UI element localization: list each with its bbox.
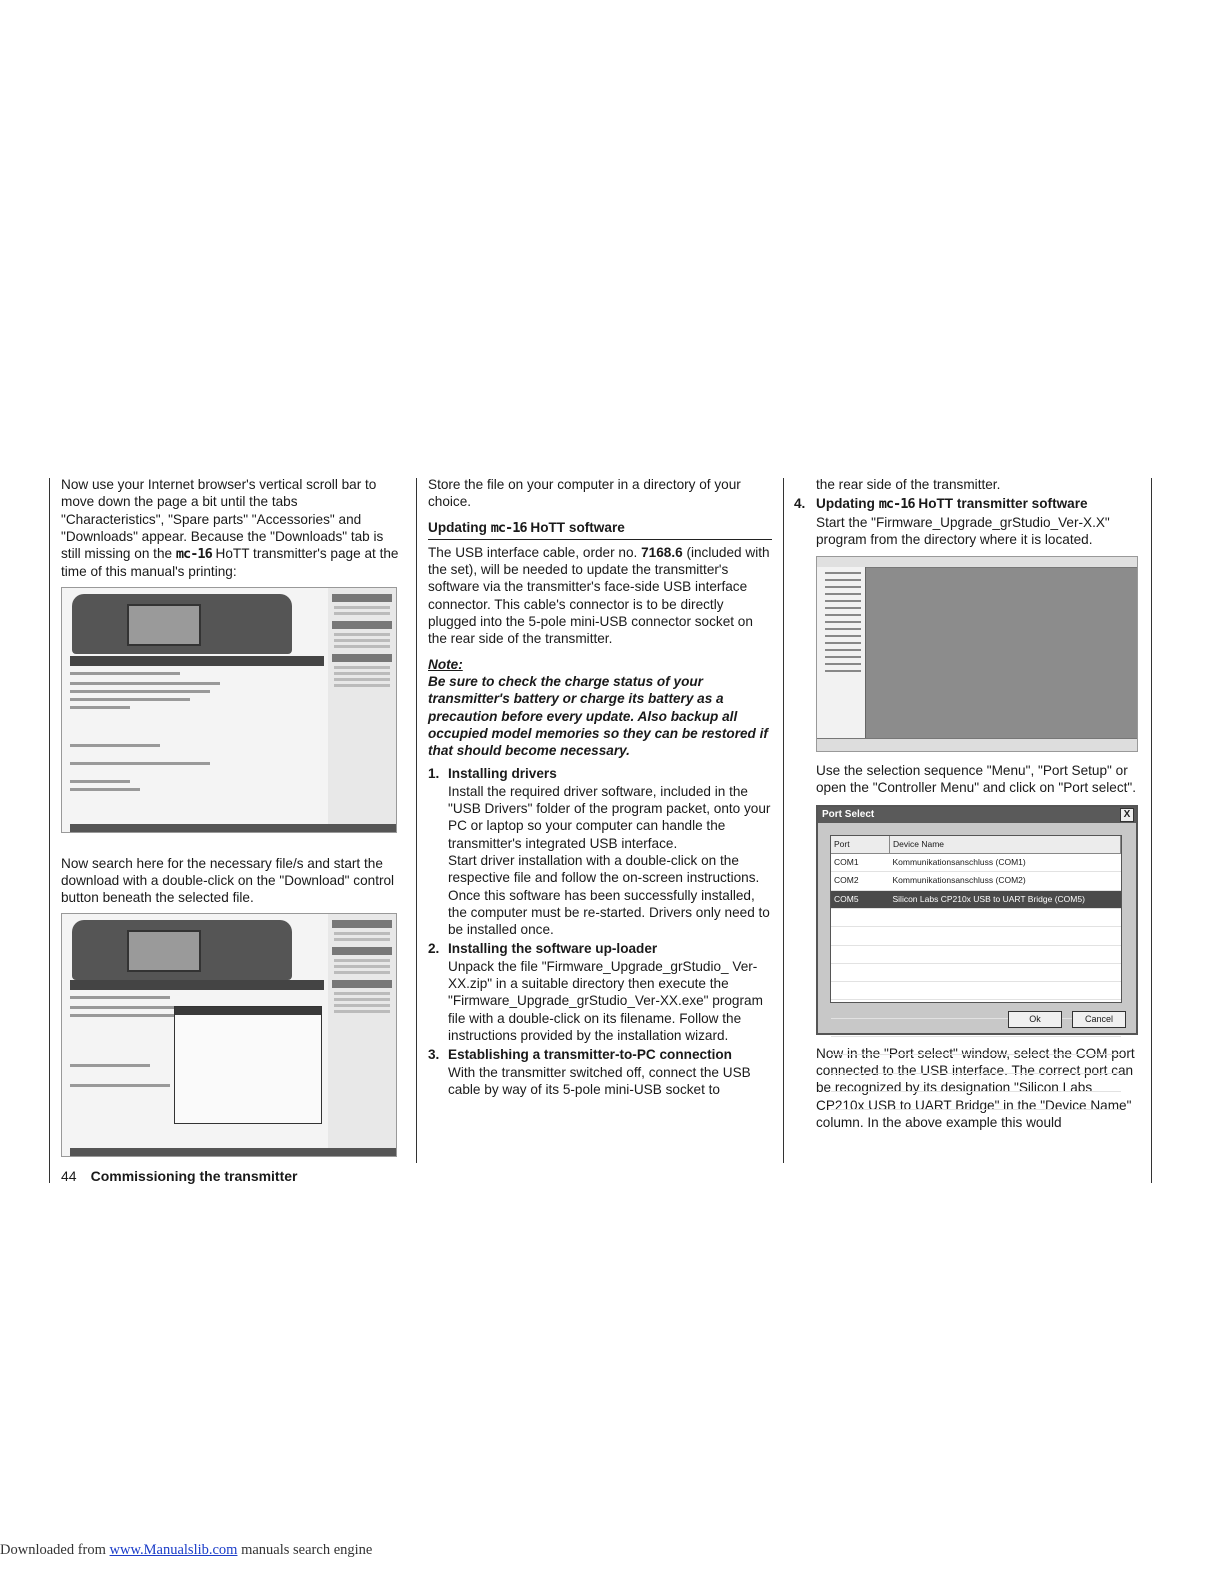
step-1: 1. Installing drivers Install the required driver software, included in the "USB Drivers" folder of the program packet, onto your PC or laptop so your computer can handle the transmitter's integrated USB interface. Start driver installation with a double-click on the respective file and follow the on-screen instructions. Once this software has been successfully installed, the computer must be re-started. Drivers only need to be installed once. bbox=[428, 766, 771, 938]
column-rule-right bbox=[1151, 478, 1152, 1183]
port-list bbox=[830, 835, 1122, 1003]
column-rule-2 bbox=[783, 478, 784, 1163]
step-3: 3. Establishing a transmitter-to-PC connection With the transmitter switched off, connect the USB cable by way of its 5-pole mini-USB socket to bbox=[428, 1047, 751, 1097]
manualslib-link[interactable]: www.Manualslib.com bbox=[109, 1542, 238, 1558]
page-number: 44 bbox=[61, 1168, 77, 1184]
close-icon[interactable]: X bbox=[1120, 808, 1134, 822]
port-row[interactable]: COM1 Kommunikationsanschluss (COM1) bbox=[831, 854, 1121, 872]
page-footer bbox=[61, 1168, 298, 1184]
column-rule-1 bbox=[416, 478, 417, 1163]
cancel-button[interactable]: Cancel bbox=[1072, 1011, 1126, 1028]
store-paragraph: Store the file on your computer in a directory of your choice. bbox=[428, 477, 741, 510]
note-body: Be sure to check the charge status of your transmitter's battery or charge its battery as a precaution before every update. Also backup all occupied model memories so they can be restored if that should become necessary. bbox=[428, 673, 768, 759]
device-column-header: Device Name bbox=[890, 836, 1121, 854]
step-4: 4. Updating mc-16 HoTT transmitter software Start the "Firmware_Upgrade_grStudio_Ver-X.X" program from the directory where it is located. bbox=[794, 496, 1110, 547]
port-column-header: Port bbox=[831, 836, 890, 854]
step-2: 2. Installing the software up-loader Unpack the file "Firmware_Upgrade_grStudio_ Ver-XX.zip" in a suitable directory then execute the "Firmware_Upgrade_grStudio_Ver-XX.exe" program file with a double-click on its filename. Follow the instructions provided by the installation wizard. bbox=[428, 941, 763, 1043]
column-rule-left bbox=[49, 478, 50, 1183]
website-screenshot-1 bbox=[61, 587, 397, 833]
download-source-line: Downloaded from www.Manualslib.com manuals search engine bbox=[0, 1542, 373, 1558]
section-heading: Updating mc-16 HoTT software bbox=[428, 519, 772, 540]
firmware-program-screenshot bbox=[816, 556, 1138, 752]
website-screenshot-2 bbox=[61, 913, 397, 1157]
port-row[interactable]: COM2 Kommunikationsanschluss (COM2) bbox=[831, 872, 1121, 890]
port-select-title: Port Select bbox=[822, 808, 875, 820]
note-title: Note: bbox=[428, 656, 463, 672]
port-select-paragraph: Now in the "Port select" window, select the COM port connected to the USB interface. The correct port can be recognized by its designation "Silicon Labs CP210x USB to UART Bridge" in the "Device Name" column. In the above example this would bbox=[816, 1045, 1135, 1130]
ok-button[interactable]: Ok bbox=[1008, 1011, 1062, 1028]
column-3 bbox=[794, 476, 1142, 1131]
port-setup-paragraph: Use the selection sequence "Menu", "Port Setup" or open the "Controller Menu" and click on "Port select". bbox=[816, 763, 1137, 796]
port-row-selected[interactable]: COM5 Silicon Labs CP210x USB to UART Bridge (COM5) bbox=[831, 890, 1121, 908]
chapter-title: Commissioning the transmitter bbox=[90, 1168, 298, 1184]
intro-paragraph: Now use your Internet browser's vertical scroll bar to move down the page a bit until the tabs "Characteristics", "Spare parts" "Accessories" and "Downloads" appear. Because the "Downloads" tab is still missing on the mc-16 HoTT transmitter's page at the time of this manual's printing: bbox=[61, 477, 399, 580]
usb-cable-paragraph: The USB interface cable, order no. 7168.6 (included with the set), will be needed to update the transmitter's software via the transmitter's face-side USB interface connector. This cable's connector is to be directly plugged into the 5-pole mini-USB connector socket on the rear side of the transmitter. bbox=[428, 544, 770, 647]
column-1 bbox=[61, 476, 403, 1157]
port-select-dialog bbox=[816, 805, 1138, 1035]
download-paragraph: Now search here for the necessary file/s and start the download with a double-click on the "Download" control button beneath the selected file. bbox=[61, 855, 395, 906]
column-2 bbox=[428, 476, 772, 1098]
rear-side-text: the rear side of the transmitter. bbox=[816, 477, 1001, 492]
